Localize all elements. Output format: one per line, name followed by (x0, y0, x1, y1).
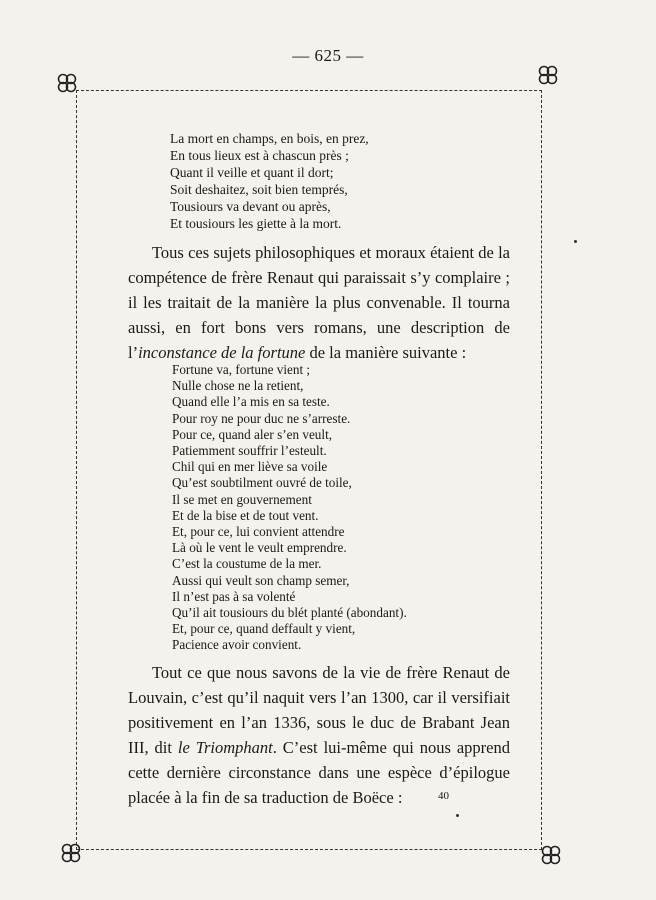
fleuron-icon (56, 72, 78, 94)
italic-title: le Triomphant (177, 738, 273, 757)
paragraph-text: Tous ces sujets philosophiques et moraux étaient de la compétence de frère Renaut qui paraissait s’y complaire ; il les traitait de la manière la plus convenable. Il tourna aussi, en fort bons vers romans, une description de l’ (128, 243, 510, 362)
verse-line: Patiemment souffrir l’esteult. (172, 443, 327, 459)
verse-line: Chil qui en mer liève sa voile (172, 459, 328, 475)
paragraph-text: . C’est lui-même qui nous apprend cette dernière circonstance dans une espèce d’épilogue placée à la fin de sa traduction de Boëce : (128, 738, 510, 807)
body-paragraph-2 (128, 660, 510, 810)
verse-line: Pacience avoir convient. (172, 637, 302, 653)
body-paragraph-1 (128, 240, 510, 365)
verse-line: Et tousiours les giette à la mort. (170, 216, 342, 231)
print-speck (574, 240, 577, 243)
verse-line: Pour roy ne pour duc ne s’arreste. (172, 410, 351, 426)
verse-line: Nulle chose ne la retient, (172, 378, 304, 394)
verse-line: Et, pour ce, quand deffault y vient, (172, 621, 356, 637)
verse-line: Il se met en gouvernement (172, 491, 312, 507)
verse-line: Aussi qui veult son champ semer, (172, 572, 350, 588)
paragraph-text: de la manière suivante : (305, 343, 467, 362)
verse-line: En tous lieux est à chascun près ; (170, 148, 349, 163)
verse-line: Et, pour ce, lui convient attendre (172, 524, 345, 540)
verse-line: Fortune va, fortune vient ; (172, 362, 311, 377)
print-speck (456, 814, 459, 817)
verse-line: C’est la coustume de la mer. (172, 556, 322, 572)
verse-line: Pour ce, quand aler s’en veult, (172, 426, 333, 442)
signature-mark: 40 (438, 790, 449, 802)
verse-line: Quand elle l’a mis en sa teste. (172, 394, 330, 410)
fleuron-icon (537, 64, 559, 86)
page-number: — 625 — (292, 46, 364, 65)
verse-line: Soit deshaitez, soit bien temprés, (170, 182, 348, 197)
italic-title: inconstance de la fortune (138, 343, 306, 362)
fleuron-icon (540, 844, 562, 866)
verse-line: Qu’est soubtilment ouvré de toile, (172, 475, 352, 491)
verse-line: Et de la bise et de tout vent. (172, 507, 319, 523)
verse-line: Là où le vent le veult emprendre. (172, 540, 347, 556)
verse-line: La mort en champs, en bois, en prez, (170, 131, 369, 146)
verse-line: Tousiours va devant ou après, (170, 199, 331, 214)
verse-line: Il n’est pas à sa volenté (172, 588, 296, 604)
verse-line: Qu’il ait tousiours du blét planté (abondant). (172, 605, 407, 621)
verse-line: Quant il veille et quant il dort; (170, 165, 334, 180)
verse-quotation-1 (170, 130, 369, 232)
verse-quotation-2 (172, 362, 407, 654)
fleuron-icon (60, 842, 82, 864)
paragraph-text: Tout ce que nous savons de la vie de frère Renaut de Louvain, c’est qu’il naquit vers l’an 1300, car il versifiait positivement en l’an 1336, sous le duc de Brabant Jean III, dit (128, 663, 510, 757)
